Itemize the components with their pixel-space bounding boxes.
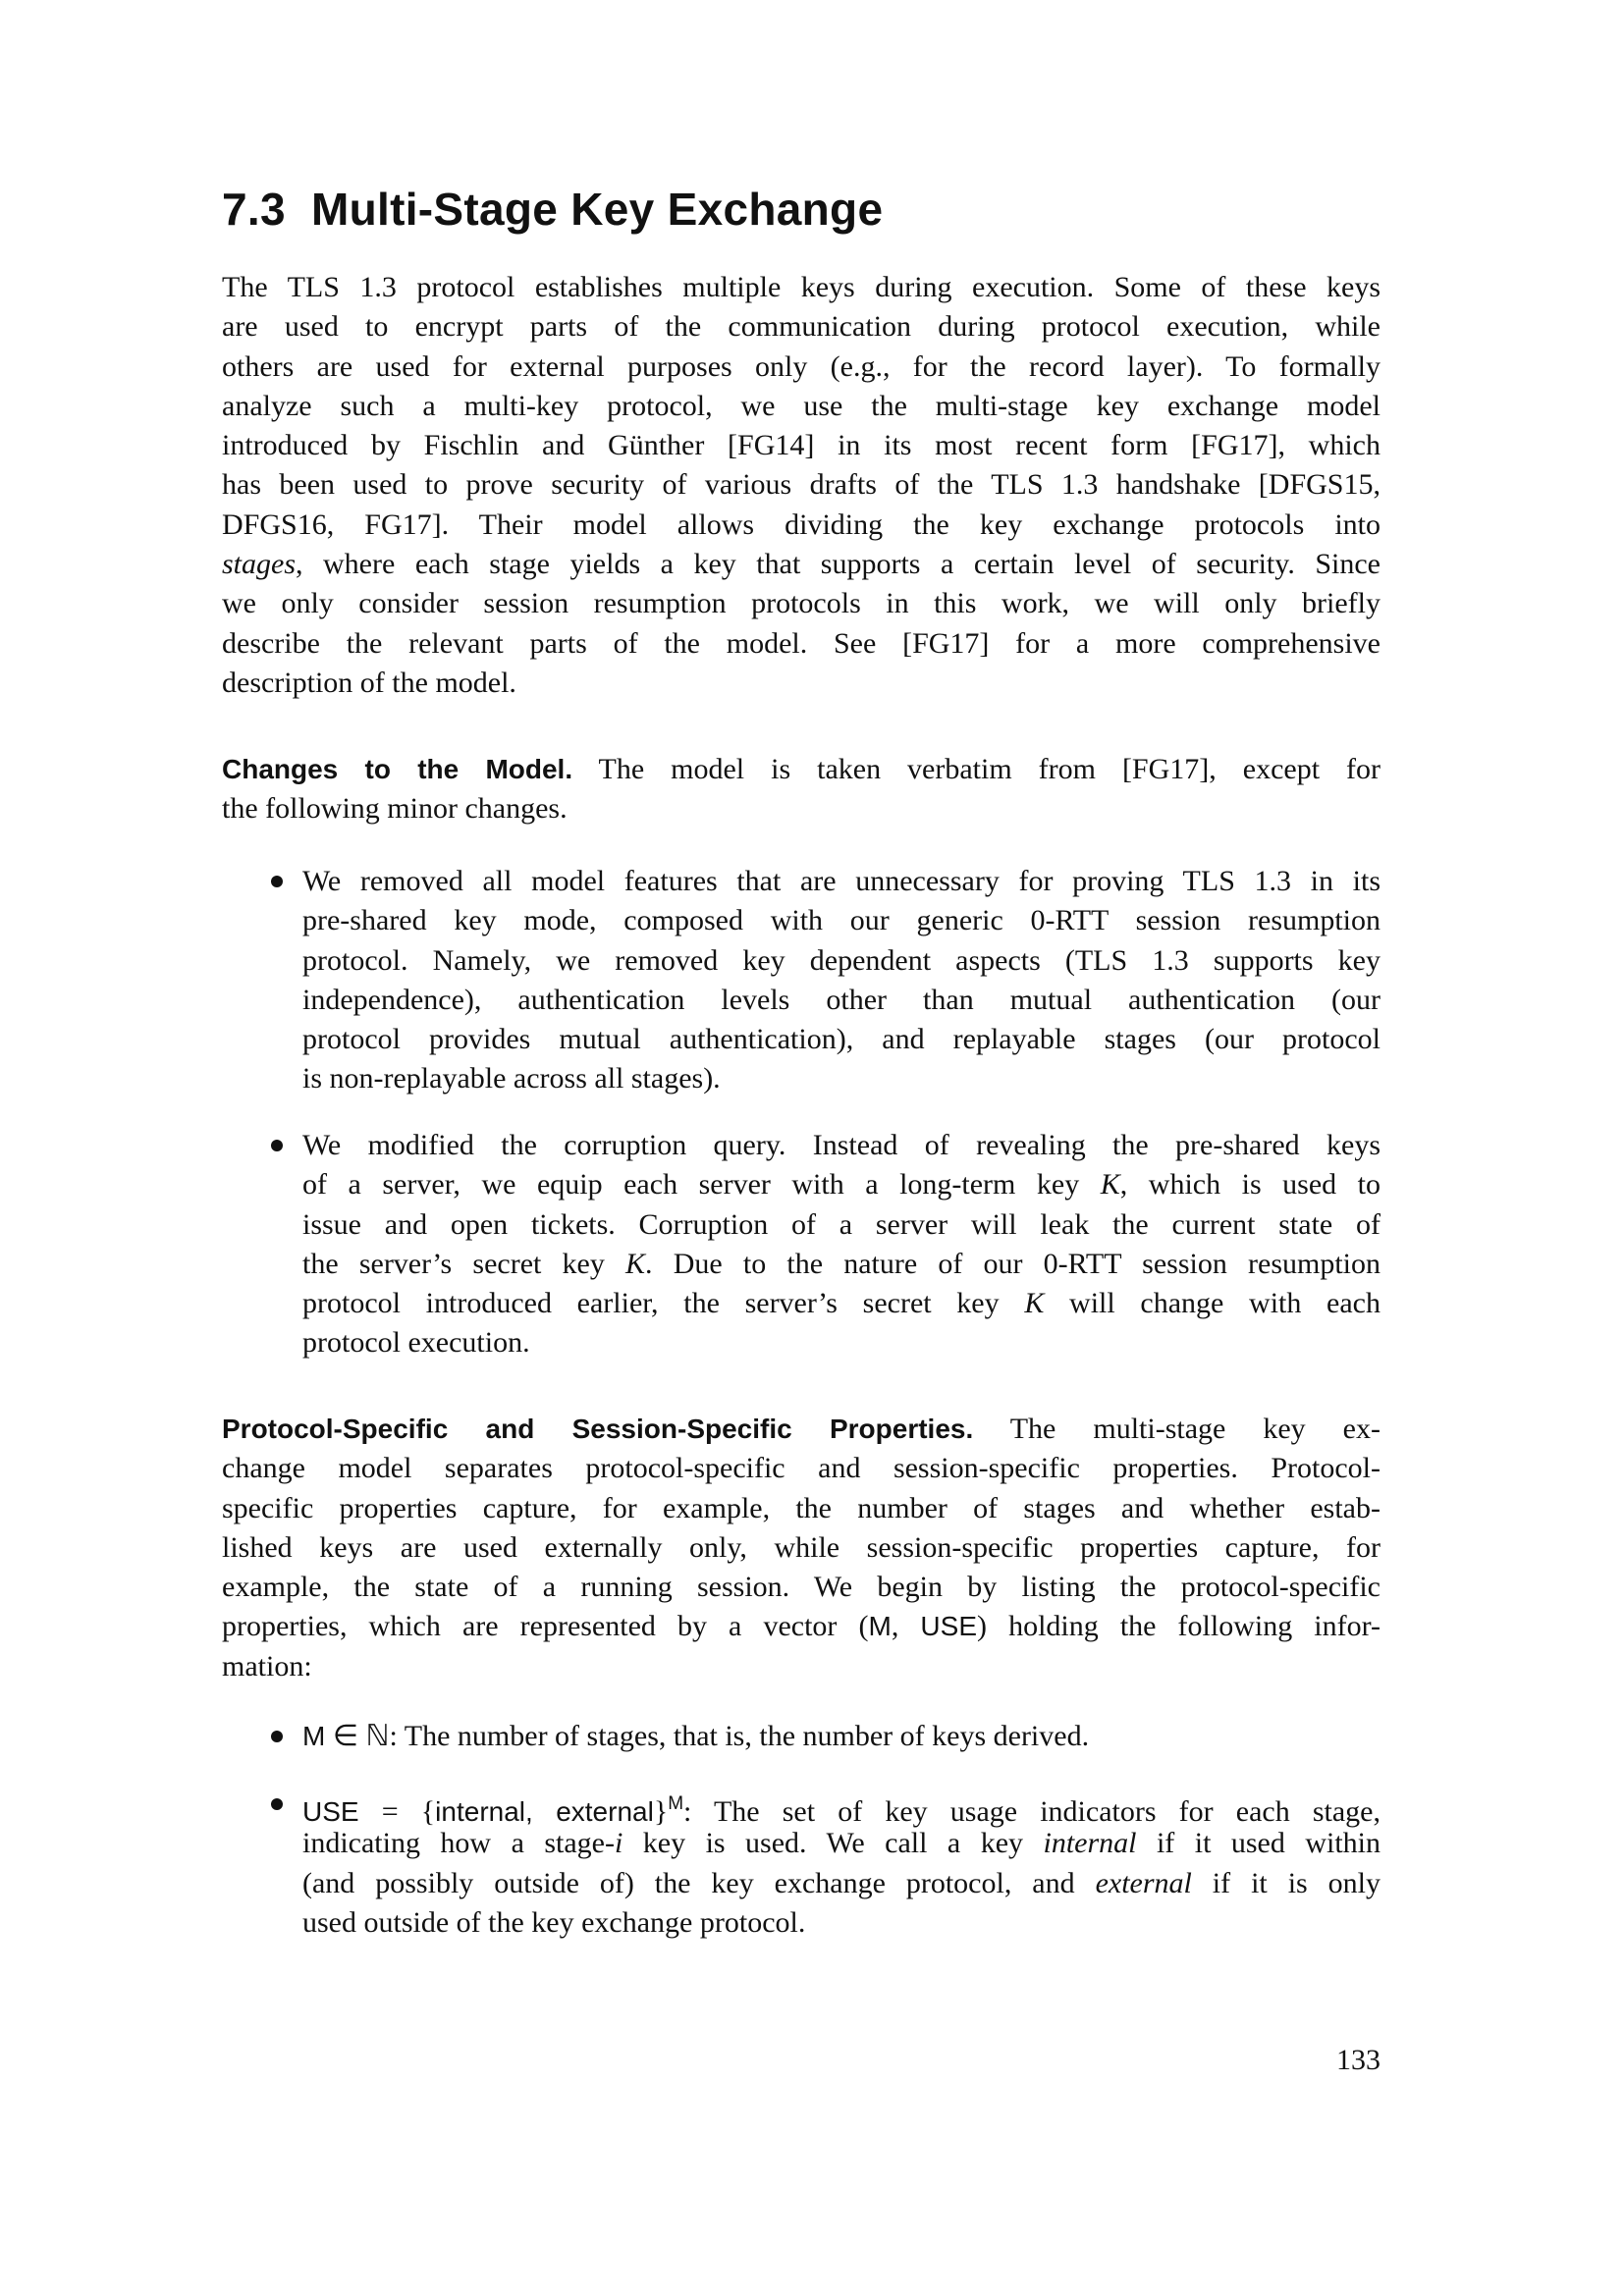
- text-line: [302, 1165, 1380, 1204]
- text-segment: if it used within: [1136, 1827, 1380, 1860]
- text-line: [222, 268, 1380, 307]
- text-segment: , where each stage yields a key that supports a certain level of security. Since: [296, 548, 1380, 581]
- text-line: [302, 1059, 1380, 1098]
- text-line: [222, 624, 1380, 664]
- text-segment: are used to encrypt parts of the communication during protocol execution, while: [222, 310, 1380, 344]
- text-segment: K: [1100, 1168, 1120, 1201]
- text-line: [302, 1717, 1380, 1756]
- text-segment: USE: [302, 1796, 359, 1827]
- text-segment: stages: [222, 548, 296, 581]
- text-segment: we only consider session resumption protocols in this work, we will only briefly: [222, 587, 1380, 620]
- text-segment: used outside of the key exchange protocol.: [302, 1905, 806, 1939]
- bullet-icon: [271, 1798, 283, 1810]
- text-segment: protocol. Namely, we removed key dependent aspects (TLS 1.3 supports key: [302, 943, 1380, 977]
- intro-paragraph: [222, 268, 1380, 703]
- text-segment: indicating how a stage-: [302, 1827, 615, 1860]
- text-segment: specific properties capture, for example, the number of stages and whether estab-: [222, 1491, 1380, 1524]
- section-heading: 7.3 Multi-Stage Key Exchange: [222, 184, 884, 235]
- text-line: [222, 347, 1380, 387]
- text-segment: is non-replayable across all stages).: [302, 1062, 721, 1095]
- bullet-icon: [271, 1731, 283, 1742]
- text-segment: protocol provides mutual authentication), and replayable stages (our protocol: [302, 1023, 1380, 1056]
- text-segment: K: [625, 1247, 646, 1280]
- text-line: [302, 1020, 1380, 1059]
- text-segment: M: [668, 1793, 684, 1814]
- text-segment: We removed all model features that are unnecessary for proving TLS 1.3 in its: [302, 865, 1380, 897]
- text-segment: Changes to the Model.: [222, 754, 573, 784]
- text-segment: }: [653, 1795, 669, 1828]
- properties-paragraph: [222, 1410, 1380, 1686]
- text-segment: of a server, we equip each server with a long-term key: [302, 1168, 1101, 1201]
- text-line: [222, 1528, 1380, 1568]
- text-line: [302, 1864, 1380, 1903]
- text-line: [302, 1903, 1380, 1943]
- text-line: [222, 1607, 1380, 1646]
- text-line: [302, 1824, 1380, 1863]
- text-segment: internal, external: [435, 1796, 654, 1827]
- text-line: [222, 506, 1380, 545]
- text-segment: Protocol-Specific and Session-Specific Properties.: [222, 1414, 974, 1444]
- text-segment: introduced by Fischlin and Günther [FG14] in its most recent form [FG17], which: [222, 429, 1380, 462]
- text-line: [222, 789, 1380, 828]
- text-segment: = {: [358, 1795, 436, 1828]
- text-line: [302, 1126, 1380, 1165]
- text-line: [222, 1489, 1380, 1528]
- text-line: [222, 545, 1380, 584]
- text-segment: analyze such a multi-key protocol, we use the multi-stage key exchange model: [222, 389, 1380, 422]
- text-segment: : The set of key usage indicators for each stage,: [683, 1795, 1380, 1828]
- text-line: [302, 1785, 1380, 1828]
- text-segment: pre-shared key mode, composed with our generic 0-RTT session resumption: [302, 904, 1380, 937]
- text-segment: M: [868, 1611, 892, 1642]
- text-segment: M: [302, 1721, 326, 1751]
- text-segment: i: [614, 1827, 623, 1860]
- text-segment: , which is used to: [1119, 1168, 1380, 1201]
- text-segment: ,: [891, 1610, 921, 1643]
- text-segment: internal: [1043, 1827, 1137, 1860]
- text-line: [302, 1245, 1380, 1284]
- text-line: [302, 1323, 1380, 1362]
- text-line: [302, 862, 1380, 901]
- text-line: [222, 1568, 1380, 1607]
- text-segment: external: [1095, 1866, 1192, 1899]
- text-segment: (and possibly outside of) the key exchange protocol, and: [302, 1866, 1096, 1899]
- text-segment: mation:: [222, 1649, 312, 1682]
- bullet-removed-features: [302, 862, 1380, 1099]
- text-segment: the server’s secret key: [302, 1247, 626, 1280]
- bullet-corruption-query: [302, 1126, 1380, 1363]
- text-segment: protocol introduced earlier, the server’s secret key: [302, 1287, 1025, 1320]
- text-segment: K: [1024, 1287, 1045, 1320]
- text-line: [302, 981, 1380, 1020]
- text-segment: others are used for external purposes only (e.g., for the record layer). To formally: [222, 349, 1380, 383]
- text-segment: . Due to the nature of our 0-RTT session resumption: [645, 1247, 1380, 1280]
- text-segment: ) holding the following infor-: [977, 1610, 1381, 1643]
- text-segment: DFGS16, FG17]. Their model allows dividing the key exchange protocols into: [222, 507, 1380, 541]
- text-segment: key is used. We call a key: [623, 1827, 1044, 1860]
- text-line: [222, 664, 1380, 703]
- text-segment: The model is taken verbatim from [FG17], except for: [572, 753, 1380, 785]
- text-line: [222, 465, 1380, 505]
- changes-paragraph: [222, 750, 1380, 829]
- text-segment: issue and open tickets. Corruption of a server will leak the current state of: [302, 1207, 1380, 1241]
- text-segment: We modified the corruption query. Instead of revealing the pre-shared keys: [302, 1129, 1380, 1161]
- text-segment: describe the relevant parts of the model. See [FG17] for a more comprehensive: [222, 626, 1380, 660]
- text-segment: independence), authentication levels other than mutual authentication (our: [302, 983, 1380, 1016]
- text-segment: description of the model.: [222, 666, 516, 699]
- text-line: [222, 426, 1380, 465]
- text-line: [302, 1284, 1380, 1323]
- text-segment: has been used to prove security of various drafts of the TLS 1.3 handshake [DFGS15,: [222, 468, 1380, 502]
- text-line: [222, 1410, 1380, 1449]
- text-segment: example, the state of a running session. We begin by listing the protocol-specific: [222, 1571, 1380, 1604]
- text-line: [302, 941, 1380, 981]
- text-segment: The TLS 1.3 protocol establishes multiple keys during execution. Some of these keys: [222, 271, 1380, 303]
- bullet-USE: [302, 1785, 1380, 1943]
- bullet-M: [302, 1717, 1380, 1756]
- text-line: [222, 750, 1380, 789]
- text-segment: protocol execution.: [302, 1326, 530, 1360]
- text-segment: USE: [920, 1611, 977, 1642]
- text-segment: if it is only: [1191, 1866, 1381, 1899]
- text-line: [222, 387, 1380, 426]
- bullet-icon: [271, 876, 283, 887]
- text-line: [222, 584, 1380, 623]
- page-number: 133: [1336, 2044, 1380, 2076]
- text-line: [302, 1205, 1380, 1245]
- text-segment: The multi-stage key ex-: [973, 1413, 1380, 1445]
- text-line: [222, 307, 1380, 347]
- text-line: [302, 901, 1380, 940]
- text-segment: will change with each: [1044, 1287, 1381, 1320]
- text-line: [222, 1449, 1380, 1488]
- text-segment: change model separates protocol-specific and session-specific properties. Protocol-: [222, 1452, 1380, 1485]
- text-line: [222, 1647, 1380, 1686]
- text-segment: properties, which are represented by a vector (: [222, 1610, 869, 1643]
- text-segment: ∈ ℕ: The number of stages, that is, the number of keys derived.: [325, 1720, 1090, 1752]
- bullet-icon: [271, 1140, 283, 1151]
- text-segment: the following minor changes.: [222, 792, 568, 826]
- text-segment: lished keys are used externally only, while session-specific properties capture, for: [222, 1530, 1380, 1564]
